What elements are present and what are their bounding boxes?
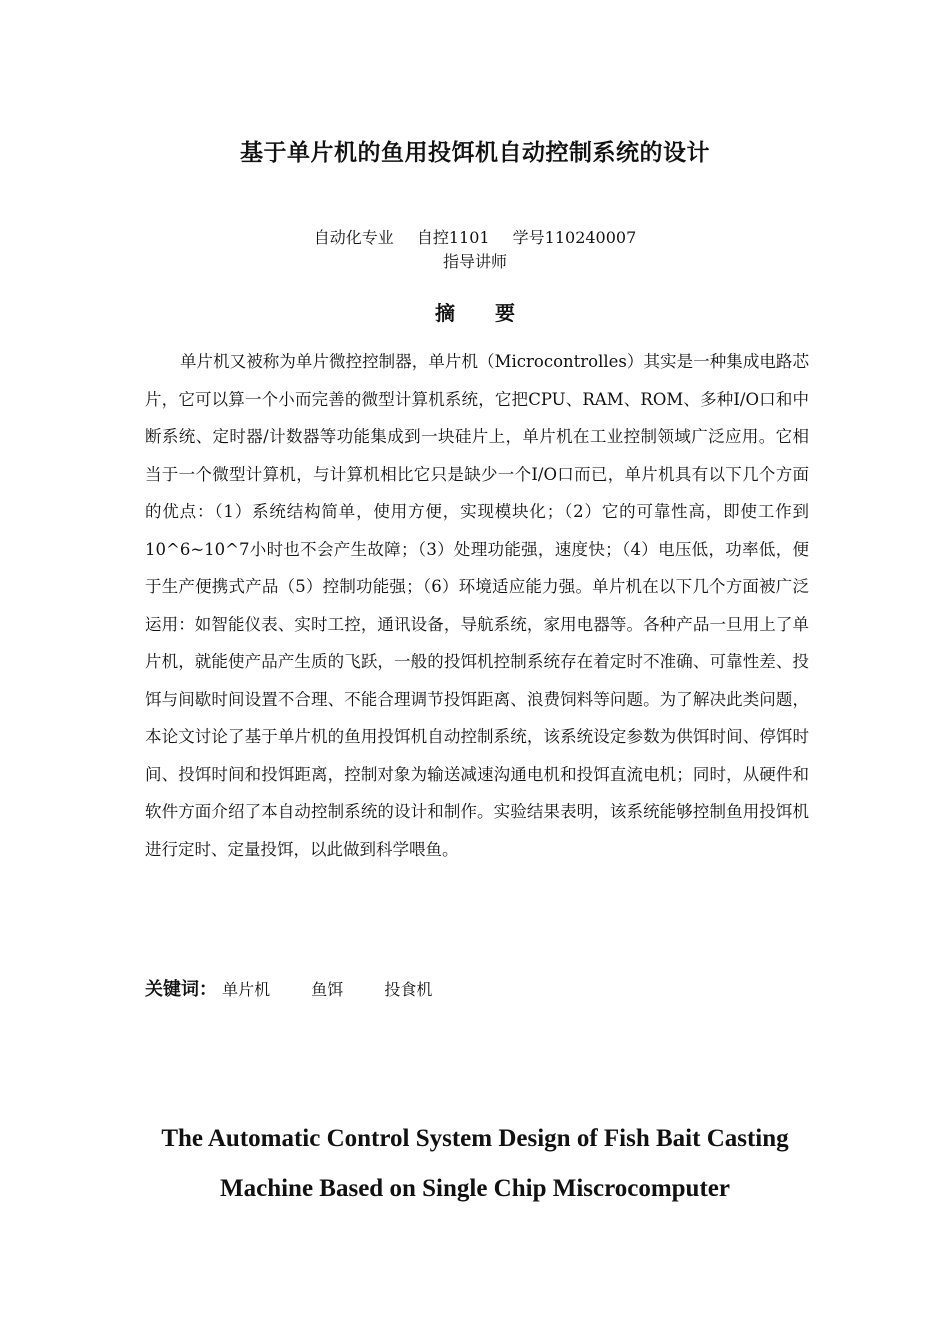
english-title xyxy=(0,1114,950,1214)
keyword-item: 投食机 xyxy=(384,980,433,999)
author-class: 自控1101 xyxy=(416,228,490,247)
abstract-body: 单片机又被称为单片微控控制器，单片机（Microcontrolles）其实是一种集成电路芯片，它可以算一个小而完善的微型计算机系统，它把CPU、RAM、ROM、多种I/O口和中断系统、定时器/计数器等功能集成到一块硅片上，单片机在工业控制领域广泛应用。它相当于一个微型计算机，与计算机相比它只是缺少一个I/O口而已，单片机具有以下几个方面的优点：（1）系统结构简单，使用方便，实现模块化；（2）它的可靠性高，即使工作到10^6~10^7小时也不会产生故障；（3）处理功能强，速度快；（4）电压低，功率低，便于生产便携式产品（5）控制功能强；（6）环境适应能力强。单片机在以下几个方面被广泛运用：如智能仪表、实时工控，通讯设备，导航系统，家用电器等。各种产品一旦用上了单片机，就能使产品产生质的飞跃，一般的投饵机控制系统存在着定时不准确、可靠性差、投饵与间歇时间设置不合理、不能合理调节投饵距离、浪费饲料等问题。为了解决此类问题，本论文讨论了基于单片机的鱼用投饵机自动控制系统，该系统设定参数为供饵时间、停饵时间、投饵时间和投饵距离，控制对象为输送减速沟通电机和投饵直流电机；同时，从硬件和软件方面介绍了本自动控制系统的设计和制作。实验结果表明，该系统能够控制鱼用投饵机进行定时、定量投饵，以此做到科学喂鱼。 xyxy=(145,352,809,859)
keyword-item: 单片机 xyxy=(222,980,271,999)
keywords-line xyxy=(145,975,468,1005)
abstract-heading: 摘要 xyxy=(435,301,555,325)
author-info xyxy=(0,226,950,250)
author-major: 自动化专业 xyxy=(313,228,394,247)
english-title-line-2: Machine Based on Single Chip Miscrocomputer xyxy=(220,1175,730,1202)
chinese-title: 基于单片机的鱼用投饵机自动控制系统的设计 xyxy=(240,140,710,166)
keywords-label: 关键词： xyxy=(145,979,217,1000)
english-title-line-1: The Automatic Control System Design of Fish Bait Casting xyxy=(161,1125,789,1152)
author-student-id: 学号110240007 xyxy=(512,228,637,247)
keyword-item: 鱼饵 xyxy=(311,980,344,999)
advisor-info: 指导讲师 xyxy=(442,252,507,271)
